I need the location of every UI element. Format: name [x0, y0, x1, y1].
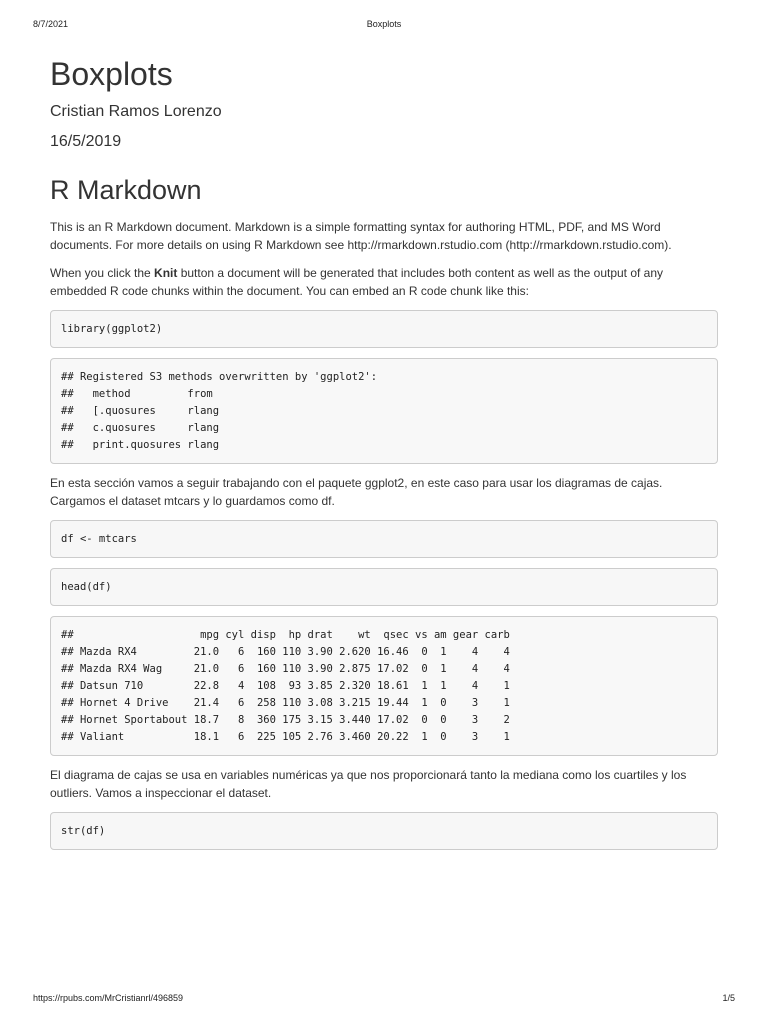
document-author: Cristian Ramos Lorenzo [50, 103, 222, 120]
table-row: ## Datsun 710 22.8 4 108 93 3.85 2.320 18.61 1 1 4 1 [61, 680, 510, 692]
output-line: ## c.quosures rlang [61, 422, 220, 434]
code-chunk-df-assign [50, 520, 718, 558]
code-chunk-head [50, 568, 718, 606]
print-header [33, 19, 735, 33]
print-date: 8/7/2021 [33, 19, 69, 29]
output-line: ## [.quosures rlang [61, 405, 220, 417]
code-line: df <- mtcars [61, 533, 137, 545]
document-content [50, 54, 718, 860]
table-header-line: ## mpg cyl disp hp drat wt qsec vs am gear carb [61, 629, 510, 641]
code-chunk-str [50, 812, 718, 850]
page-number: 1/5 [722, 993, 735, 1003]
output-head-table [50, 616, 718, 756]
intro-paragraph: This is an R Markdown document. Markdown is a simple formatting syntax for authoring HTML, PDF, and MS Word documents. For more details on using R Markdown see http://rmarkdown.rstudio.com (http://rmarkdown.rstudio.com). [50, 220, 672, 252]
table-row: ## Hornet Sportabout 18.7 8 360 175 3.15 3.440 17.02 0 0 3 2 [61, 714, 510, 726]
output-s3-methods [50, 358, 718, 464]
code-line: library(ggplot2) [61, 323, 163, 335]
print-title: Boxplots [366, 19, 402, 29]
knit-text-after: button a document will be generated that includes both content as well as the output of any embedded R code chunks within the document. You can embed an R code chunk like this: [50, 266, 664, 298]
knit-keyword: Knit [154, 266, 178, 280]
print-footer [33, 993, 735, 1007]
document-title: Boxplots [50, 56, 173, 92]
knit-paragraph [50, 264, 718, 300]
document-date: 16/5/2019 [50, 133, 122, 150]
output-line: ## method from [61, 388, 220, 400]
table-row: ## Mazda RX4 Wag 21.0 6 160 110 3.90 2.875 17.02 0 1 4 4 [61, 663, 510, 675]
knit-text-before: When you click the [50, 266, 155, 280]
output-line: ## print.quosures rlang [61, 439, 220, 451]
section-heading-r-markdown: R Markdown [50, 175, 202, 205]
boxplot-intro-paragraph: El diagrama de cajas se usa en variables numéricas ya que nos proporcionará tanto la mediana como los cuartiles y los outliers. Vamos a inspeccionar el dataset. [50, 768, 687, 800]
ggplot-intro-paragraph: En esta sección vamos a seguir trabajando con el paquete ggplot2, en este caso para usar los diagramas de cajas. Cargamos el dataset mtcars y lo guardamos como df. [50, 476, 663, 508]
table-row: ## Mazda RX4 21.0 6 160 110 3.90 2.620 16.46 0 1 4 4 [61, 646, 510, 658]
output-line: ## Registered S3 methods overwritten by 'ggplot2': [61, 371, 378, 383]
table-row: ## Valiant 18.1 6 225 105 2.76 3.460 20.22 1 0 3 1 [61, 731, 510, 743]
code-line: str(df) [61, 825, 106, 837]
print-url: https://rpubs.com/MrCristianrl/496859 [33, 993, 184, 1003]
table-row: ## Hornet 4 Drive 21.4 6 258 110 3.08 3.215 19.44 1 0 3 1 [61, 697, 510, 709]
code-line: head(df) [61, 581, 112, 593]
code-chunk-library [50, 310, 718, 348]
